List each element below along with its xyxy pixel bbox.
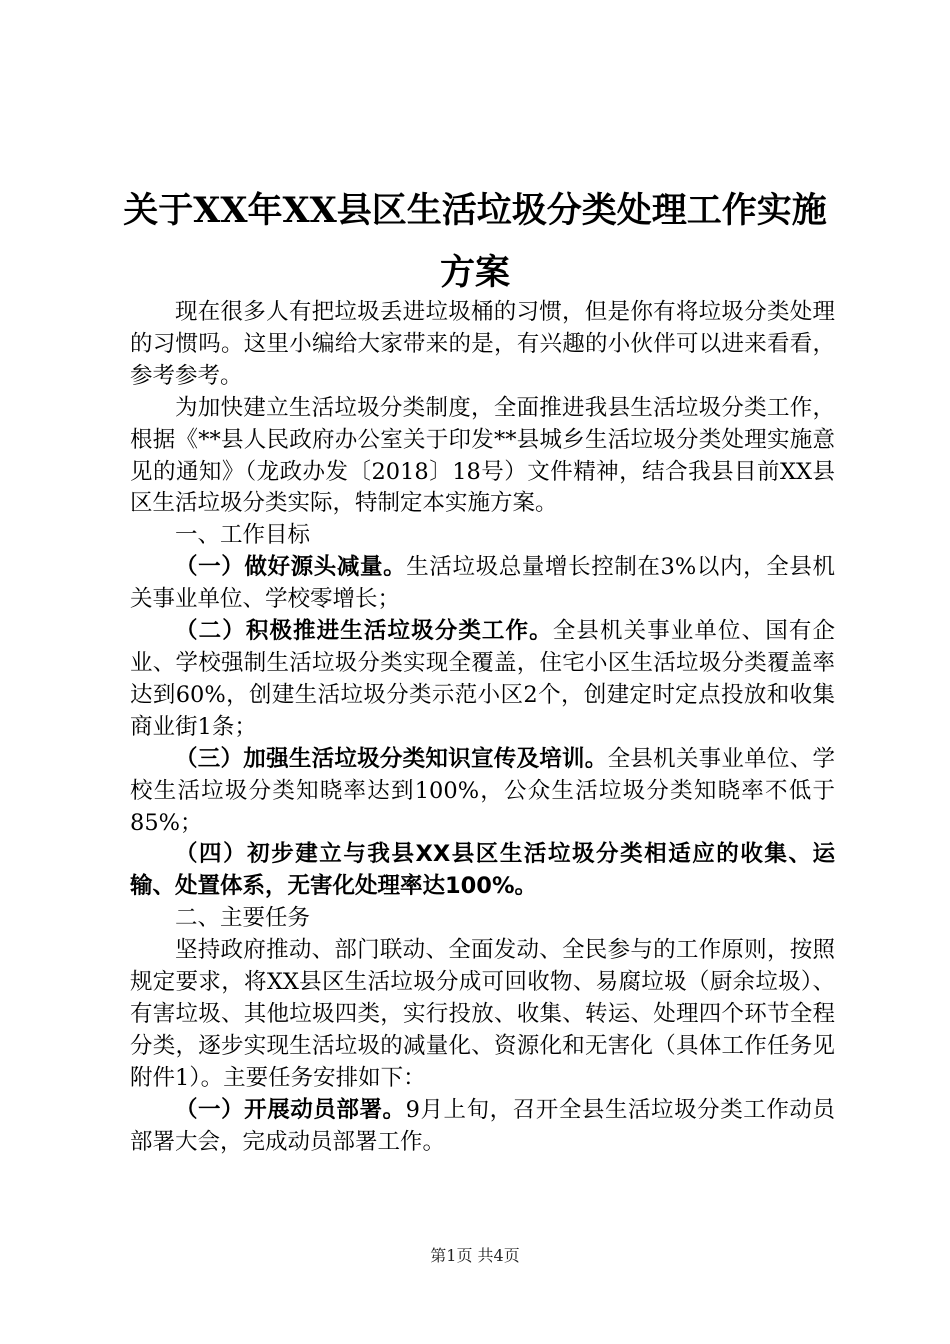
goal-item-1-text: 生活垃圾总量增长控制在3%以内，全县机关事业单位、学校零增长； [130,554,835,613]
document-title-line2: 方案 [439,252,510,293]
section-heading-tasks: 二、主要任务 [175,905,311,932]
document-title-line1: 关于XX年XX县区生活垃圾分类处理工作实施 [123,190,827,231]
goal-item-2-lead: （二）积极推进生活垃圾分类工作。 [175,618,553,645]
goal-item-3-lead: （三）加强生活垃圾分类知识宣传及培训。 [175,745,608,772]
document-body [130,297,835,1158]
goal-item-2-text: 全县机关事业单位、国有企业、学校强制生活垃圾分类实现全覆盖，住宅小区生活垃圾分类覆盖率达到60%，创建生活垃圾分类示范小区2个，创建定时定点投放和收集商业街1条； [130,618,835,740]
goal-item-2 [130,616,835,744]
section-heading-goals: 一、工作目标 [175,522,311,549]
goal-item-1-lead: （一）做好源头减量。 [175,554,407,581]
task-item-1-text: 9月上旬，召开全县生活垃圾分类工作动员部署大会，完成动员部署工作。 [130,1096,835,1155]
goal-item-3-text: 全县机关事业单位、学校生活垃圾分类知晓率达到100%，公众生活垃圾分类知晓率不低于85%； [130,745,835,836]
goal-item-4: （四）初步建立与我县XX县区生活垃圾分类相适应的收集、运输、处置体系，无害化处理率达100%。 [130,841,835,900]
intro-paragraph: 现在很多人有把垃圾丢进垃圾桶的习惯，但是你有将垃圾分类处理的习惯吗。这里小编给大家带来的是，有兴趣的小伙伴可以进来看看，参考参考。 [130,299,835,389]
task-item-1 [130,1095,835,1159]
task-intro-paragraph: 坚持政府推动、部门联动、全面发动、全民参与的工作原则，按照规定要求，将XX县区生活垃圾分成可回收物、易腐垃圾（厨余垃圾）、有害垃圾、其他垃圾四类，实行投放、收集、转运、处理四个环节全程分类，逐步实现生活垃圾的减量化、资源化和无害化（具体工作任务见附件1）。主要任务安排如下： [130,937,835,1091]
goal-item-3 [130,744,835,840]
task-item-1-lead: （一）开展动员部署。 [175,1096,406,1123]
goal-item-1 [130,552,835,616]
page-footer: 第1页 共4页 [430,1246,520,1265]
purpose-paragraph: 为加快建立生活垃圾分类制度，全面推进我县生活垃圾分类工作，根据《**县人民政府办公室关于印发**县城乡生活垃圾分类处理实施意见的通知》（龙政办发〔2018〕18号）文件精神，结合我县目前XX县区生活垃圾分类实际，特制定本实施方案。 [130,394,835,517]
